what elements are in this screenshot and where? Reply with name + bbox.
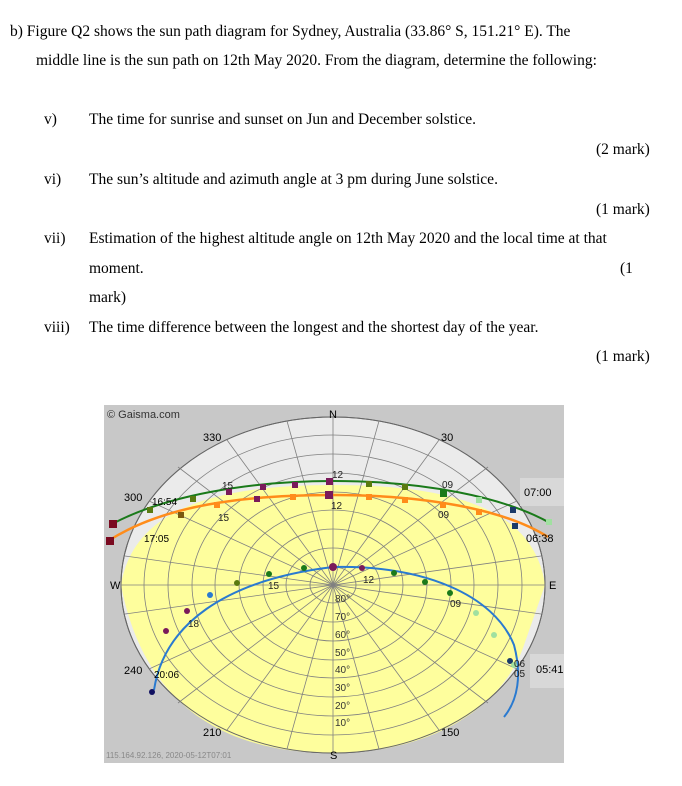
item-viii-mark: (1 mark) (596, 348, 650, 365)
item-vi-mark: (1 mark) (596, 201, 650, 218)
item-v-number: v) (44, 111, 57, 128)
may-sunrise-callout: 07:00 (524, 487, 552, 499)
svg-text:15: 15 (222, 481, 234, 492)
svg-text:18: 18 (188, 619, 200, 630)
azimuth-150: 150 (441, 727, 460, 739)
svg-text:09: 09 (450, 599, 462, 610)
azimuth-240: 240 (124, 665, 143, 677)
svg-text:15: 15 (218, 513, 230, 524)
compass-south: S (330, 750, 338, 762)
svg-text:12: 12 (363, 575, 375, 586)
footer-stamp: 115.164.92.126, 2020-05-12T07:01 (106, 751, 232, 760)
azimuth-300: 300 (124, 492, 143, 504)
svg-text:10°: 10° (335, 718, 351, 729)
svg-text:06: 06 (514, 659, 526, 670)
sun-path-diagram (104, 405, 564, 763)
svg-text:50°: 50° (335, 648, 351, 659)
item-vii-text: Estimation of the highest altitude angle on 12th May 2020 and the local time at that (89, 230, 607, 247)
item-vi-number: vi) (44, 171, 62, 188)
jun-sunset-callout: 20:06 (154, 670, 180, 681)
may-sunset-callout: 17:05 (144, 534, 170, 545)
svg-text:09: 09 (438, 510, 450, 521)
compass-north: N (329, 409, 337, 421)
compass-east: E (549, 580, 557, 592)
svg-text:20°: 20° (335, 701, 351, 712)
svg-text:60°: 60° (335, 630, 351, 641)
svg-text:05: 05 (514, 669, 526, 680)
svg-text:09: 09 (442, 480, 454, 491)
item-viii-text: The time difference between the longest and the shortest day of the year. (89, 319, 539, 336)
item-v-text: The time for sunrise and sunset on Jun and December solstice. (89, 111, 476, 128)
compass-west: W (110, 580, 121, 592)
svg-text:15: 15 (268, 581, 280, 592)
azimuth-30: 30 (441, 432, 454, 444)
item-v-mark: (2 mark) (596, 141, 650, 158)
svg-text:12: 12 (331, 501, 343, 512)
item-vii-mark-cont: mark) (89, 289, 127, 306)
svg-text:80°: 80° (335, 594, 351, 605)
item-viii-number: viii) (44, 319, 70, 336)
svg-text:12: 12 (332, 470, 344, 481)
jun-sunrise-callout: 05:41 (536, 664, 564, 676)
dec-sunset-callout: 16:54 (152, 497, 178, 508)
item-vi-text: The sun’s altitude and azimuth angle at 3 pm during June solstice. (89, 171, 498, 188)
item-vii-mark: (1 (620, 260, 633, 277)
item-vii-text-cont: moment. (89, 260, 144, 277)
azimuth-330: 330 (203, 432, 222, 444)
azimuth-210: 210 (203, 727, 222, 739)
svg-text:30°: 30° (335, 683, 351, 694)
watermark: © Gaisma.com (107, 409, 180, 421)
item-vii-number: vii) (44, 230, 66, 247)
question-intro: b) Figure Q2 shows the sun path diagram for Sydney, Australia (33.86° S, 151.21° E). The (10, 23, 571, 40)
dec-sunrise-callout: 06:38 (526, 533, 554, 545)
question-intro-cont: middle line is the sun path on 12th May 2020. From the diagram, determine the following: (36, 52, 597, 69)
svg-text:40°: 40° (335, 665, 351, 676)
svg-text:70°: 70° (335, 612, 351, 623)
